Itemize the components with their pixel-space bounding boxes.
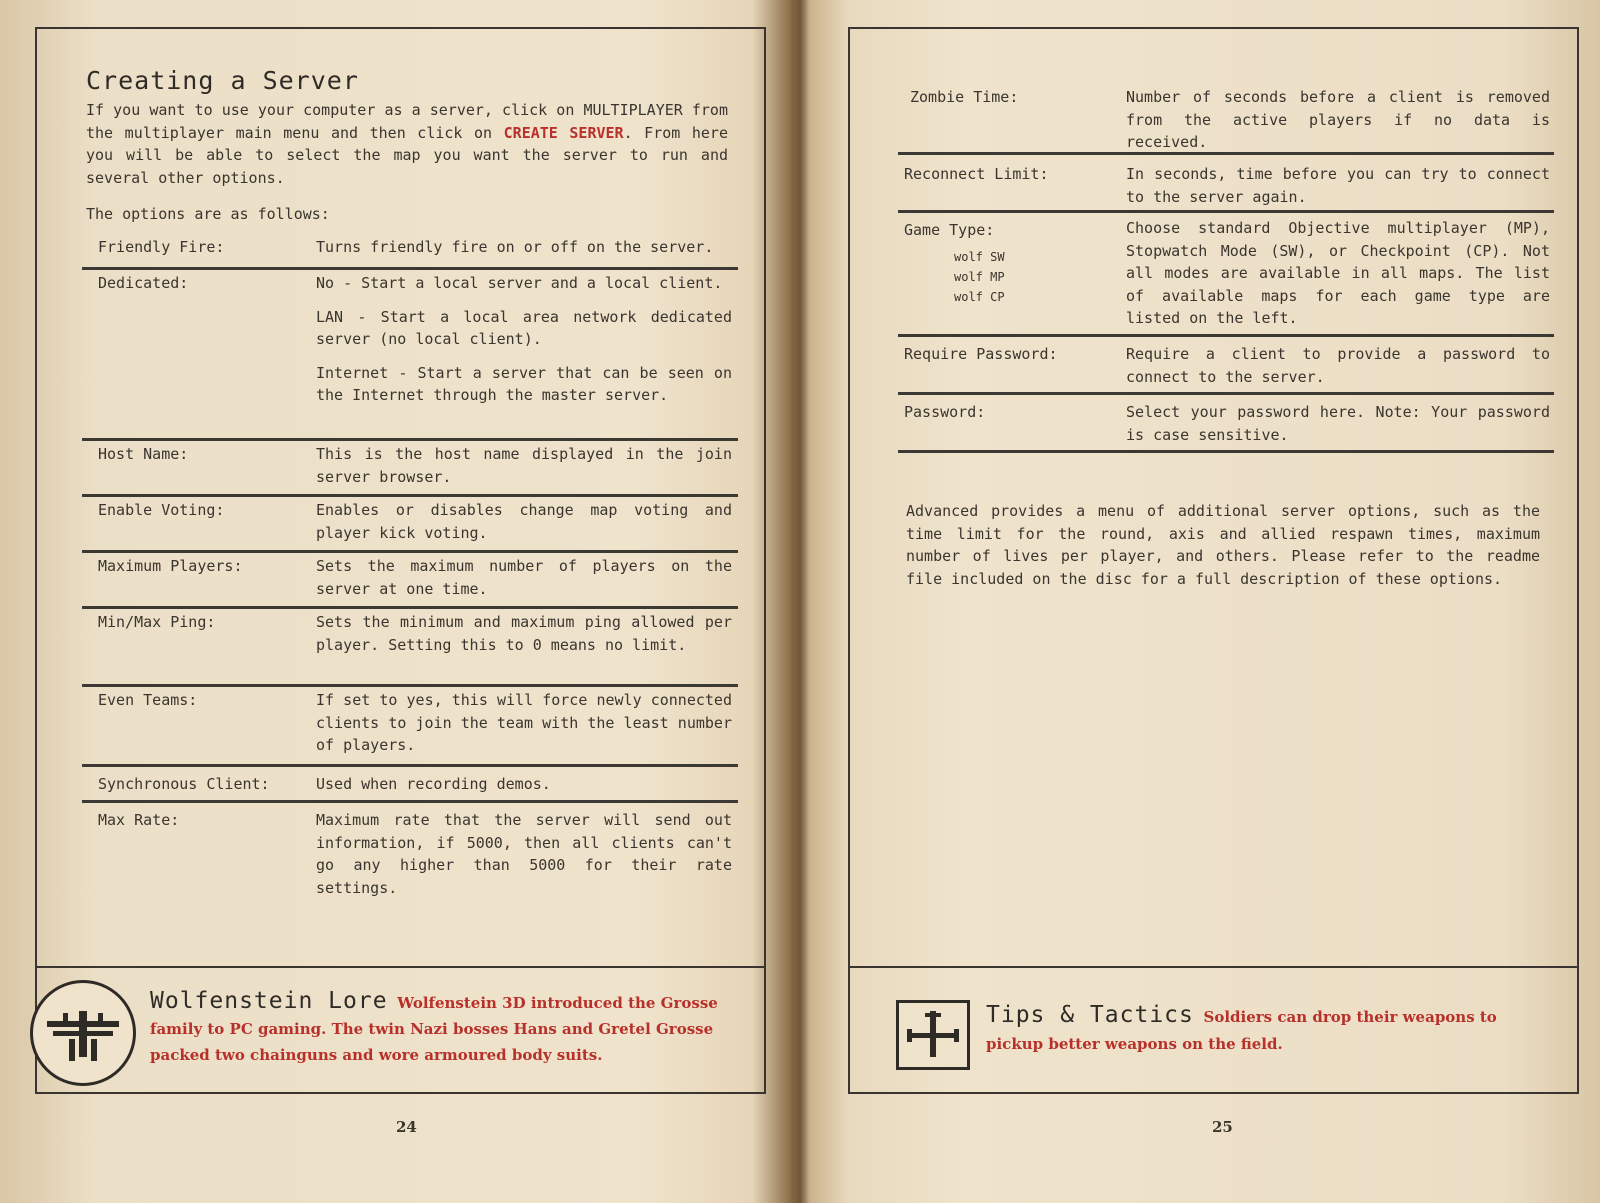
option-desc: If set to yes, this will force newly connected clients to join the team with the least number of players.	[316, 691, 732, 754]
option-desc: Select your password here. Note: Your password is case sensitive.	[1126, 403, 1550, 444]
game-type-mp: wolf MP	[954, 270, 1005, 284]
crossed-weapons-icon	[896, 1000, 970, 1070]
option-row-reconnect-limit	[898, 155, 1554, 213]
create-server-highlight: CREATE SERVER	[503, 123, 624, 142]
options-intro: The options are as follows:	[86, 205, 330, 223]
option-row-zombie-time	[898, 82, 1554, 155]
option-label: Even Teams:	[98, 691, 198, 709]
option-row-game-type	[898, 213, 1554, 337]
page-number-left: 24	[396, 1118, 417, 1136]
option-desc: Sets the minimum and maximum ping allowed per player. Setting this to 0 means no limit.	[316, 613, 732, 654]
option-desc: No - Start a local server and a local client. LAN - Start a local area network dedicated server (no local client). Internet - Start a server that can be seen on the Internet through the master server.	[316, 274, 732, 404]
option-label: Dedicated:	[98, 274, 189, 292]
page-title: Creating a Server	[86, 66, 359, 95]
lore-title: Wolfenstein Lore	[150, 988, 388, 1014]
option-desc: Number of seconds before a client is removed from the active players if no data is received.	[1126, 88, 1550, 151]
option-desc: Maximum rate that the server will send out information, if 5000, then all clients can't go any higher than 5000 for their rate settings.	[316, 811, 732, 897]
option-label: Enable Voting:	[98, 501, 225, 519]
intro-text-2: . From here you will be able to select the map you want the server to run and several other options.	[86, 123, 728, 187]
option-desc: Sets the maximum number of players on the server at one time.	[316, 557, 732, 598]
option-desc: In seconds, time before you can try to connect to the server again.	[1126, 165, 1550, 206]
option-desc: Enables or disables change map voting and player kick voting.	[316, 501, 732, 542]
intro-text-1: If you want to use your computer as a server, click on MULTIPLAYER from the multiplayer main menu and then click on	[86, 101, 728, 142]
option-desc: Require a client to provide a password to connect to the server.	[1126, 345, 1550, 386]
tips-title: Tips & Tactics	[986, 1002, 1194, 1028]
option-row-require-password	[898, 337, 1554, 395]
option-row-password	[898, 395, 1554, 453]
tips-content	[986, 1002, 1546, 1057]
option-label: Require Password:	[904, 345, 1058, 363]
option-desc: Used when recording demos.	[316, 775, 551, 793]
option-label: Reconnect Limit:	[904, 165, 1049, 183]
option-label: Friendly Fire:	[98, 238, 225, 256]
option-label: Game Type:	[904, 221, 995, 239]
lore-text: Wolfenstein 3D introduced the Grosse family to PC gaming. The twin Nazi bosses Hans and Gretel Grosse packed two chainguns and wore armoured body suits.	[150, 994, 718, 1064]
option-desc: Turns friendly fire on or off on the server.	[316, 238, 714, 256]
option-label: Max Rate:	[98, 811, 180, 829]
option-label: Maximum Players:	[98, 557, 243, 575]
option-desc: Choose standard Objective multiplayer (MP), Stopwatch Mode (SW), or Checkpoint (CP). Not all modes are available in all maps. The list of available maps for each game type are listed on the left.	[1126, 219, 1550, 327]
option-label: Synchronous Client:	[98, 775, 270, 793]
game-type-sw: wolf SW	[954, 250, 1005, 264]
option-label: Host Name:	[98, 445, 189, 463]
tips-text: Soldiers can drop their weapons to pickup better weapons on the field.	[986, 1008, 1497, 1053]
book-spine-fold	[790, 0, 810, 1203]
page-number-right: 25	[1212, 1118, 1233, 1136]
option-label: Password:	[904, 403, 986, 421]
advanced-paragraph: Advanced provides a menu of additional server options, such as the time limit for the round, axis and allied respawn times, maximum number of lives per player, and others. Please refer to the readme file included on the disc for a full description of these options.	[906, 502, 1540, 588]
game-type-sub-list	[954, 247, 1005, 307]
option-desc: This is the host name displayed in the join server browser.	[316, 445, 732, 486]
option-label: Min/Max Ping:	[98, 613, 216, 631]
game-type-cp: wolf CP	[954, 290, 1005, 304]
option-label: Zombie Time:	[910, 88, 1019, 106]
